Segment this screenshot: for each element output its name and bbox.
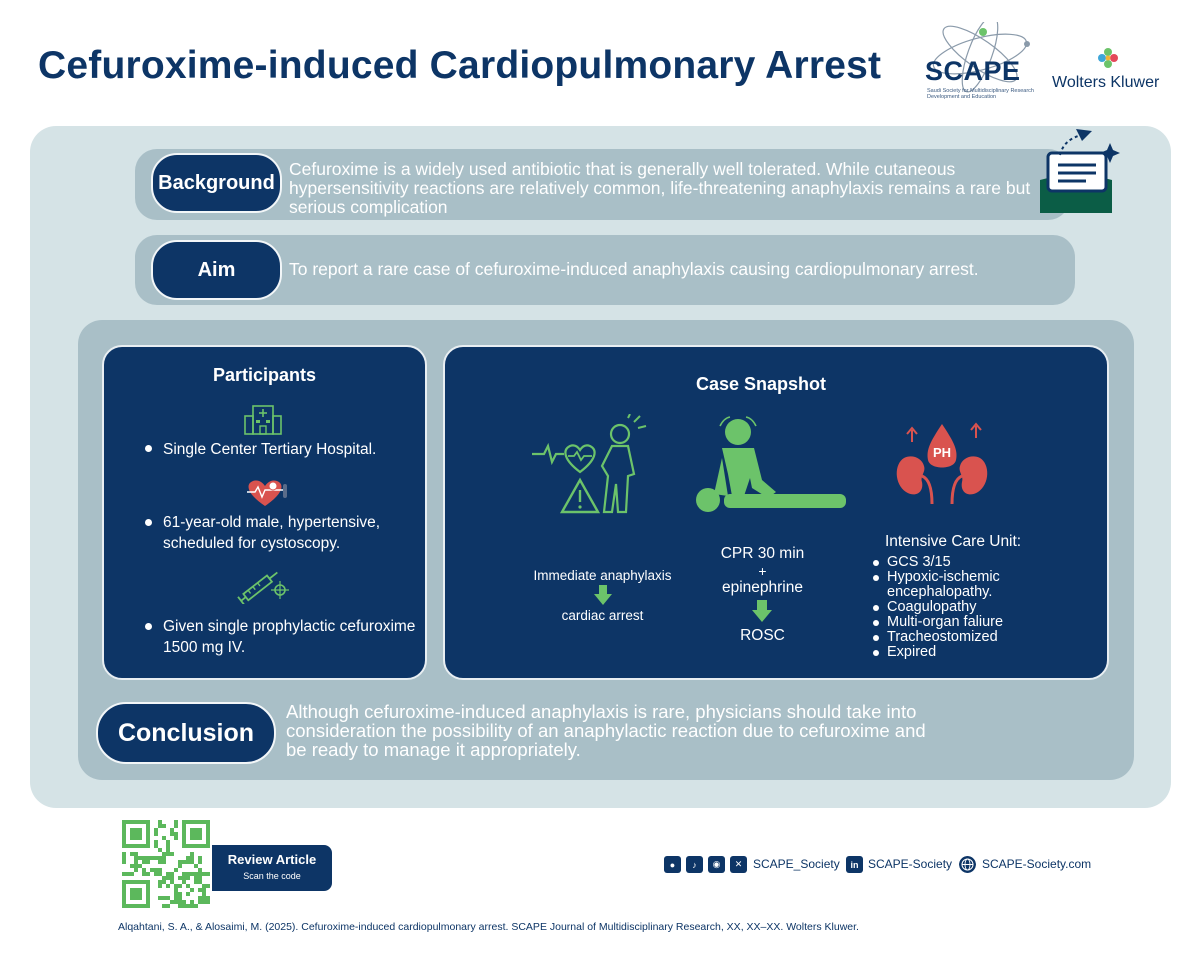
epinephrine-text: epinephrine: [721, 579, 803, 596]
chat-message-icon: [1030, 125, 1122, 217]
aim-label: Aim: [151, 240, 282, 300]
background-text: Cefuroxime is a widely used antibiotic that is generally well tolerated. While cutaneous hypersensitivity reactions are relatively common, life-threatening anaphylaxis remains a rare but serious complication: [289, 159, 1031, 217]
background-label: Background: [151, 153, 282, 213]
icu-item: Coagulopathy: [870, 600, 1070, 615]
aim-text: To report a rare case of cefuroxime-induced anaphylaxis causing cardiopulmonary arrest.: [289, 259, 979, 279]
arrow-down-icon: [752, 600, 772, 622]
cardiac-arrest-text: cardiac arrest: [561, 608, 644, 623]
bullet-dot: [145, 445, 152, 452]
icu-item: Hypoxic-ischemic encephalopathy.: [870, 570, 1070, 600]
hospital-icon: [243, 400, 283, 436]
case-snapshot-title: Case Snapshot: [695, 374, 827, 394]
review-article-badge[interactable]: [212, 845, 332, 891]
scape-logo-subtitle: Saudi Society for Multidisciplinary Research Development and Education: [927, 88, 1034, 100]
icu-item: Expired: [870, 645, 1070, 660]
qr-code-icon[interactable]: [122, 820, 210, 908]
participant-item-drug: Given single prophylactic cefuroxime 1500 mg IV.: [163, 618, 416, 656]
linkedin-icon[interactable]: in: [846, 856, 863, 873]
x-icon[interactable]: ✕: [730, 856, 747, 873]
plus-sign: +: [758, 563, 767, 579]
bullet-dot: [145, 519, 152, 526]
icu-item: Multi-organ faliure: [870, 615, 1070, 630]
icu-item: GCS 3/15: [870, 555, 1070, 570]
citation-text: Alqahtani, S. A., & Alosaimi, M. (2025). Cefuroxime-induced cardiopulmonary arrest. SCAPE Journal of Multidisciplinary Research, XX, XX–XX. Wolters Kluwer.: [118, 921, 859, 933]
syringe-icon: [236, 564, 290, 604]
anaphylaxis-text: Immediate anaphylaxis: [533, 568, 672, 583]
cpr-duration-text: CPR 30 min: [720, 545, 805, 562]
review-article-title: Review Article: [227, 852, 317, 867]
participant-item-patient: 61-year-old male, hypertensive, scheduled for cystoscopy.: [163, 514, 381, 552]
tiktok-icon[interactable]: ♪: [686, 856, 703, 873]
page-title: Cefuroxime-induced Cardiopulmonary Arrest: [38, 44, 882, 87]
instagram-icon[interactable]: ◉: [708, 856, 725, 873]
participants-title: Participants: [212, 365, 317, 385]
icu-item: Tracheostomized: [870, 630, 1070, 645]
arrow-down-icon: [594, 585, 612, 605]
kidney-ph-icon: [890, 420, 1000, 504]
publisher-name: Wolters Kluwer: [1052, 74, 1160, 91]
snapchat-icon[interactable]: ●: [664, 856, 681, 873]
icu-outcomes-list: [870, 555, 1070, 660]
conclusion-label: Conclusion: [96, 702, 276, 764]
globe-icon[interactable]: [959, 856, 976, 873]
participant-item-setting: Single Center Tertiary Hospital.: [163, 441, 377, 458]
ph-label: PH: [932, 445, 952, 460]
heart-pressure-icon: [243, 478, 289, 508]
scape-logo-text: SCAPE: [925, 56, 1021, 86]
social-handle[interactable]: SCAPE_Society: [753, 857, 840, 871]
bullet-dot: [145, 623, 152, 630]
linkedin-handle[interactable]: SCAPE-Society: [868, 857, 953, 871]
wolters-kluwer-logo-icon: [1096, 46, 1120, 70]
rosc-text: ROSC: [740, 627, 785, 644]
icu-heading: Intensive Care Unit:: [885, 533, 1022, 550]
cpr-icon: [692, 414, 848, 514]
anaphylaxis-person-icon: [530, 414, 654, 516]
conclusion-text: Although cefuroxime-induced anaphylaxis is rare, physicians should take into consideration the possibility of an anaphylactic reaction due to cefuroxime and be ready to manage it appropriately.: [286, 701, 926, 760]
scan-code-text: Scan the code: [243, 871, 301, 881]
website-link[interactable]: SCAPE-Society.com: [982, 857, 1092, 871]
